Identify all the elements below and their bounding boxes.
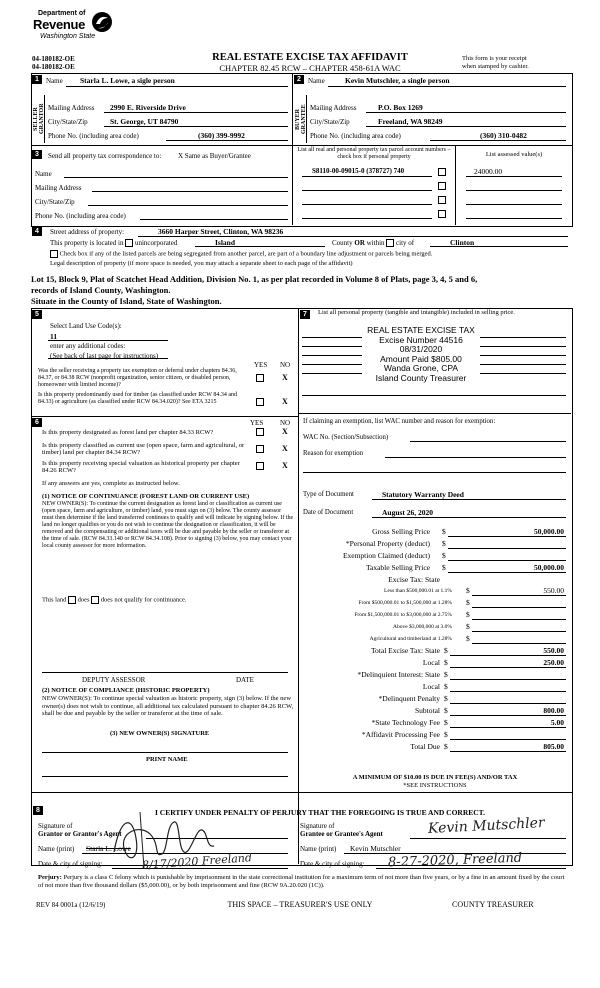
- does-not-checkbox[interactable]: [91, 596, 99, 604]
- gross-label: Gross Selling Price: [372, 527, 430, 536]
- s6-q1: Is this property designated as forest land per chapter 84.33 RCW?: [42, 429, 214, 436]
- s6-q2-answer: X: [282, 444, 288, 453]
- total-due-label: Total Due: [410, 742, 440, 751]
- s5-q2: Is this property predominantly used for timber (as classified under RCW 84.34 and 84.33) or agriculture (as classified under RCW 84.34.020)? See ETA 3215: [38, 392, 238, 405]
- grantor-signature: [110, 808, 230, 872]
- s6-q3-yes-checkbox[interactable]: [256, 462, 264, 470]
- legal-line-3: Situate in the County of Island, State of Washington.: [31, 296, 222, 306]
- located-label: [50, 239, 177, 247]
- perjury-body: Perjury is a class C felony which is punishable by imprisonment in the state correctional institution for a maximum term of not more than five years, or by a fine in an amount fixed by the court of not more than five thousand dollars ($5,000.00), or by both imprisonment and fine (RCW 9A.20.020 (1C)).: [38, 874, 565, 889]
- personal-dollar: $: [442, 539, 446, 548]
- segregated-checkbox[interactable]: [50, 250, 58, 258]
- dor-logo: [30, 10, 120, 46]
- seller-side-label: SELLER GRANTOR: [33, 103, 45, 135]
- form-code-1: 04-180182-OE: [32, 55, 75, 63]
- assessed-header: List assessed value(s): [485, 151, 543, 158]
- s6-yes-header: YES: [250, 419, 264, 427]
- receipt-note-1: This form is your receipt: [462, 55, 527, 62]
- legal-line-1: Lot 15, Block 9, Plat of Scatchet Head Addition, Division No. 1, as per plat recorded in Volume 8 of Plats, page 3, 4, 5 and 6,: [31, 274, 478, 284]
- tier1-label: Less than $500,000.01 at 1.1%: [384, 588, 452, 594]
- s5-q1-yes-checkbox[interactable]: [256, 374, 264, 382]
- s6-if-yes: If any answers are yes, complete as instructed below.: [42, 480, 180, 487]
- section-1-number: 1: [32, 75, 42, 84]
- doc-type-label: Type of Document: [303, 491, 354, 498]
- wac-label: WAC No. (Section/Subsection): [303, 434, 389, 441]
- total-due-dollar: $: [444, 742, 448, 751]
- tier1-value: 550.00: [543, 586, 564, 595]
- grantor-date-city-value: 8/17/2020 Freeland: [141, 851, 253, 872]
- stamp-line-5: Wanda Grone, CPA: [383, 363, 459, 373]
- segregated-note: [50, 250, 432, 258]
- tier4-label: Above $3,000,000 at 3.0%: [393, 624, 452, 630]
- seller-mailing-label: Mailing Address: [48, 104, 95, 112]
- section-4-number: 4: [32, 227, 42, 236]
- notice1-title: (1) NOTICE OF CONTINUANCE (FOREST LAND OR CURRENT USE): [42, 493, 250, 500]
- buyer-mailing-label: Mailing Address: [310, 104, 357, 112]
- does-not-text: does not qualify for continuance.: [100, 596, 187, 604]
- tier1-dollar: $: [466, 586, 470, 595]
- within-text: within: [366, 239, 385, 247]
- s6-q2: Is this property classified as current use (open space, farm and agricultural, or timber) land per chapter 84.34 RCW?: [42, 442, 245, 456]
- footer-county-treasurer: COUNTY TREASURER: [452, 900, 534, 909]
- penalty-dollar: $: [444, 694, 448, 703]
- this-land-text: This land: [42, 596, 67, 604]
- tech-fee-value: 5.00: [550, 718, 564, 727]
- doc-type-value: Statutory Warranty Deed: [382, 490, 464, 499]
- perjury-label: Perjury:: [38, 874, 62, 881]
- unincorporated-text: unincorporated: [134, 239, 178, 247]
- s6-no-header: NO: [280, 419, 291, 427]
- send-correspondence-value: X Same as Buyer/Grantee: [178, 152, 251, 160]
- seller-name-label: Name: [46, 77, 63, 85]
- stamp-line-6: Island County Treasurer: [375, 372, 467, 383]
- legal-line-2: records of Island County, Washington.: [31, 285, 171, 295]
- legal-note: Legal description of property (if more space is needed, you may attach a separate sheet to each page of the affidavit): [50, 260, 353, 267]
- delinquent-state-dollar: $: [444, 670, 448, 679]
- total-state-value: 550.00: [543, 646, 564, 655]
- buyer-city-label: City/State/Zip: [310, 118, 350, 126]
- parcel-personal-checkbox-3[interactable]: [438, 196, 446, 204]
- does-text: does: [77, 596, 90, 604]
- city-value: Clinton: [450, 238, 475, 247]
- form-code-2: 04-180182-OE: [32, 63, 75, 71]
- seller-name-value: Starla L. Lowe, a sigle person: [80, 76, 175, 85]
- tier3-dollar: $: [466, 610, 470, 619]
- s6-q2-yes-checkbox[interactable]: [256, 445, 264, 453]
- local-value: 250.00: [543, 658, 564, 667]
- local-dollar: $: [444, 658, 448, 667]
- send-correspondence-label: Send all property tax correspondence to:: [48, 152, 162, 160]
- print-name-label: PRINT NAME: [146, 756, 188, 763]
- logo-swirl-icon: [90, 10, 114, 34]
- seller-phone-value: (360) 399-9992: [198, 131, 245, 140]
- street-value: 3660 Harper Street, Clinton, WA 98236: [158, 227, 284, 236]
- notice2-title: (2) NOTICE OF COMPLIANCE (HISTORIC PROPERTY): [42, 687, 210, 694]
- section-5-number: 5: [32, 310, 42, 319]
- logo-dept-line1: Department of: [38, 10, 86, 17]
- buyer-city-value: Freeland, WA 98249: [378, 117, 443, 126]
- minimum-note: A MINIMUM OF $10.00 IS DUE IN FEE(S) AND/OR TAX: [352, 774, 518, 781]
- s5-q2-answer: X: [282, 397, 288, 406]
- total-state-label: Total Excise Tax: State: [370, 646, 440, 655]
- corr-mailing-label: Mailing Address: [35, 184, 82, 192]
- land-use-label: Select Land Use Code(s):: [50, 322, 122, 330]
- treasurer-stamp: [362, 326, 480, 383]
- city-of-text: city of: [396, 239, 415, 247]
- parcel-personal-checkbox-4[interactable]: [438, 210, 446, 218]
- sig-grantor-label-1: Signature of: [38, 822, 73, 830]
- buyer-side-label: BUYER GRANTEE: [295, 104, 307, 134]
- assessor-date-label: DATE: [236, 676, 254, 684]
- penalty-label: *Delinquent Penalty: [378, 694, 440, 703]
- personal-prop-label: List all personal property (tangible and intangible) included in selling price.: [318, 309, 515, 316]
- grantor-name-print-label: Name (print): [38, 845, 75, 853]
- subtotal-value: 800.00: [543, 706, 564, 715]
- total-due-value: 805.00: [543, 742, 564, 751]
- grantee-date-city-label: Date & city of signing:: [300, 860, 365, 868]
- see-instructions: *SEE INSTRUCTIONS: [403, 782, 467, 789]
- notice1-body: NEW OWNER(S): To continue the current designation as forest land or classification as current use (open space, farm and agriculture, or timber) land, you must sign on (3) below. The county assessor must then determine if the land transferred continues to qualify and will indicate by signing below. If the land no longer qualifies or you do not wish to continue the designation or classification, it will be removed and the compensating or additional taxes will be due and payable by the seller or transferor at the time of sale. (RCW 84.33.140 or RCW 84.34.108). Prior to signing (3) below, you may contact your local county assessor for more information.: [42, 501, 294, 549]
- stamp-line-4: Amount Paid $805.00: [380, 353, 462, 364]
- tier2-label: From $500,000.01 to $1,500,000 at 1.28%: [358, 600, 452, 606]
- seller-city-label: City/State/Zip: [48, 118, 88, 126]
- excise-state-label: Excise Tax: State: [388, 575, 440, 584]
- s5-q1: Was the seller receiving a property tax exemption or deferral under chapters 84.36, 84.37, or 84.38 RCW (nonprofit organization, senior citizen, or disabled person, homeowner with limited income)?: [38, 368, 237, 388]
- buyer-phone-value: (360) 310-0482: [480, 131, 527, 140]
- form-title: REAL ESTATE EXCISE TAX AFFIDAVIT: [212, 52, 408, 63]
- buyer-phone-label: Phone No. (including area code): [310, 132, 401, 140]
- buyer-mailing-value: P.O. Box 1269: [378, 103, 423, 112]
- logo-dept-line3: Washington State: [40, 33, 96, 40]
- section-7-number: 7: [300, 310, 310, 319]
- street-label: Street address of property:: [50, 228, 125, 236]
- buyer-name-label: Name: [308, 77, 325, 85]
- tier3-label: From $1,500,000.01 to $3,000,000 at 2.75%: [354, 612, 452, 618]
- corr-city-label: City/State/Zip: [35, 198, 75, 206]
- doc-date-value: August 26, 2020: [382, 508, 434, 517]
- delinquent-state-label: *Delinquient Interest: State: [357, 670, 440, 679]
- notice2-body: NEW OWNER(S): To continue special valuation as historic property, sign (3) below. If the new owner(s) does not wish to continue, all additional tax calculated pursuant to chapter 84.26 RCW, shall be due and payable by the seller or transferor at the time of sale.: [42, 695, 294, 717]
- subtotal-dollar: $: [444, 706, 448, 715]
- land-use-value: 11: [50, 332, 58, 341]
- parcel-personal-checkbox-1[interactable]: [438, 168, 446, 176]
- sig-grantor-label-2: Grantor or Grantor's Agent: [38, 830, 122, 838]
- subtotal-label: Subtotal: [414, 706, 440, 715]
- delinquent-local-label: Local: [422, 682, 440, 691]
- or-text: OR: [354, 239, 365, 247]
- grantee-name-print-label: Name (print): [300, 845, 337, 853]
- see-back-label: (See back of last page for instructions): [50, 352, 159, 360]
- tier4-dollar: $: [466, 622, 470, 631]
- stamp-line-3: 08/31/2020: [399, 344, 443, 354]
- additional-codes-label: enter any additional codes:: [50, 342, 126, 350]
- grantor-print-value: Starla L. Lowe: [86, 844, 131, 853]
- taxable-value: 50,000.00: [534, 563, 564, 572]
- tier5-dollar: $: [466, 634, 470, 643]
- parcel-personal-checkbox-2[interactable]: [438, 182, 446, 190]
- tier2-dollar: $: [466, 598, 470, 607]
- corr-phone-label: Phone No. (including area code): [35, 212, 126, 220]
- gross-dollar: $: [442, 527, 446, 536]
- s5-q1-answer: X: [282, 373, 288, 382]
- footer-rev: REV 84 0001a (12/6/19): [36, 901, 106, 909]
- taxable-dollar: $: [442, 563, 446, 572]
- gross-value: 50,000.00: [534, 527, 564, 536]
- parcel-number-value: S8110-00-09015-0 (378727) 740: [312, 167, 405, 175]
- form-subtitle: CHAPTER 82.45 RCW – CHAPTER 458-61A WAC: [219, 63, 401, 73]
- seller-city-value: St. George, UT 84790: [110, 117, 179, 126]
- county-text: County: [332, 239, 353, 247]
- section-2-number: 2: [294, 75, 304, 84]
- s6-q3: Is this property receiving special valuation as historical property per chapter 84.26 RCW?: [42, 460, 240, 474]
- stamp-line-1: REAL ESTATE EXCISE TAX: [367, 325, 475, 335]
- exemption-dollar: $: [442, 551, 446, 560]
- section-8-number: 8: [33, 806, 43, 815]
- local-label: Local: [422, 658, 440, 667]
- grantor-date-city-label: Date & city of signing:: [38, 860, 103, 868]
- segregated-text: Check box if any of the listed parcels are being segregated from another parcel, are part of a boundary line adjustment or parcels being merged.: [59, 250, 433, 258]
- doc-date-label: Date of Document: [303, 509, 354, 516]
- new-owner-sig-label: (3) NEW OWNER(S) SIGNATURE: [110, 730, 210, 737]
- s5-no-header: NO: [280, 361, 291, 369]
- tech-fee-dollar: $: [444, 718, 448, 727]
- personal-label: *Personal Property (deduct): [345, 539, 430, 548]
- assessed-value: 24000.00: [474, 167, 503, 176]
- grantee-print-value: Kevin Mutschler: [350, 844, 401, 853]
- sig-grantee-label-2: Grantee or Grantee's Agent: [300, 830, 383, 838]
- receipt-note-2: when stamped by cashier.: [462, 63, 529, 70]
- city-checkbox[interactable]: [386, 239, 394, 247]
- affidavit-fee-label: *Affidavit Processing Fee: [361, 730, 440, 739]
- located-text: This property is located in: [50, 239, 124, 247]
- section-3-number: 3: [32, 150, 42, 159]
- grantee-signature-value: Kevin Mutschler: [427, 814, 546, 838]
- parcel-header: List all real and personal property tax parcel account numbers – check box if personal property: [297, 147, 451, 160]
- tech-fee-label: *State Technology Fee: [371, 718, 440, 727]
- s6-q3-answer: X: [282, 461, 288, 470]
- reason-label: Reason for exemption: [303, 450, 364, 457]
- exemption-claimed-label: Exemption Claimed (deduct): [342, 551, 430, 560]
- county-value: Island: [215, 238, 236, 247]
- certify-text: I CERTIFY UNDER PENALTY OF PERJURY THAT THE FOREGOING IS TRUE AND CORRECT.: [154, 808, 485, 817]
- section-6-number: 6: [32, 418, 42, 427]
- perjury-text: [38, 874, 568, 890]
- county-or-within: [332, 239, 414, 247]
- buyer-name-value: Kevin Mutschler, a single person: [345, 76, 450, 85]
- total-state-dollar: $: [444, 646, 448, 655]
- s5-yes-header: YES: [254, 361, 268, 369]
- exemption-claim-label: If claiming an exemption, list WAC number and reason for exemption:: [303, 418, 496, 425]
- this-land-line: [42, 596, 187, 604]
- sig-grantee-label-1: Signature of: [300, 822, 335, 830]
- corr-name-label: Name: [35, 170, 52, 178]
- seller-mailing-value: 2990 E. Riverside Drive: [110, 103, 186, 112]
- delinquent-local-dollar: $: [444, 682, 448, 691]
- seller-phone-label: Phone No. (including area code): [48, 132, 139, 140]
- deputy-assessor-label: DEPUTY ASSESSOR: [82, 676, 146, 684]
- s5-q2-yes-checkbox[interactable]: [256, 398, 264, 406]
- footer-treasurer-use: THIS SPACE – TREASURER'S USE ONLY: [227, 900, 373, 909]
- tier5-label: Agricultural and timberland at 1.28%: [369, 636, 452, 642]
- s6-q1-answer: X: [282, 427, 288, 436]
- s6-q1-yes-checkbox[interactable]: [256, 428, 264, 436]
- unincorporated-checkbox[interactable]: [125, 239, 133, 247]
- stamp-line-2: Excise Number 44516: [379, 334, 463, 345]
- grantee-date-city-value: 8-27-2020, Freeland: [387, 850, 523, 871]
- logo-dept-line2: Revenue: [33, 17, 86, 32]
- taxable-label: Taxable Selling Price: [365, 563, 430, 572]
- affidavit-fee-dollar: $: [444, 730, 448, 739]
- does-checkbox[interactable]: [68, 596, 76, 604]
